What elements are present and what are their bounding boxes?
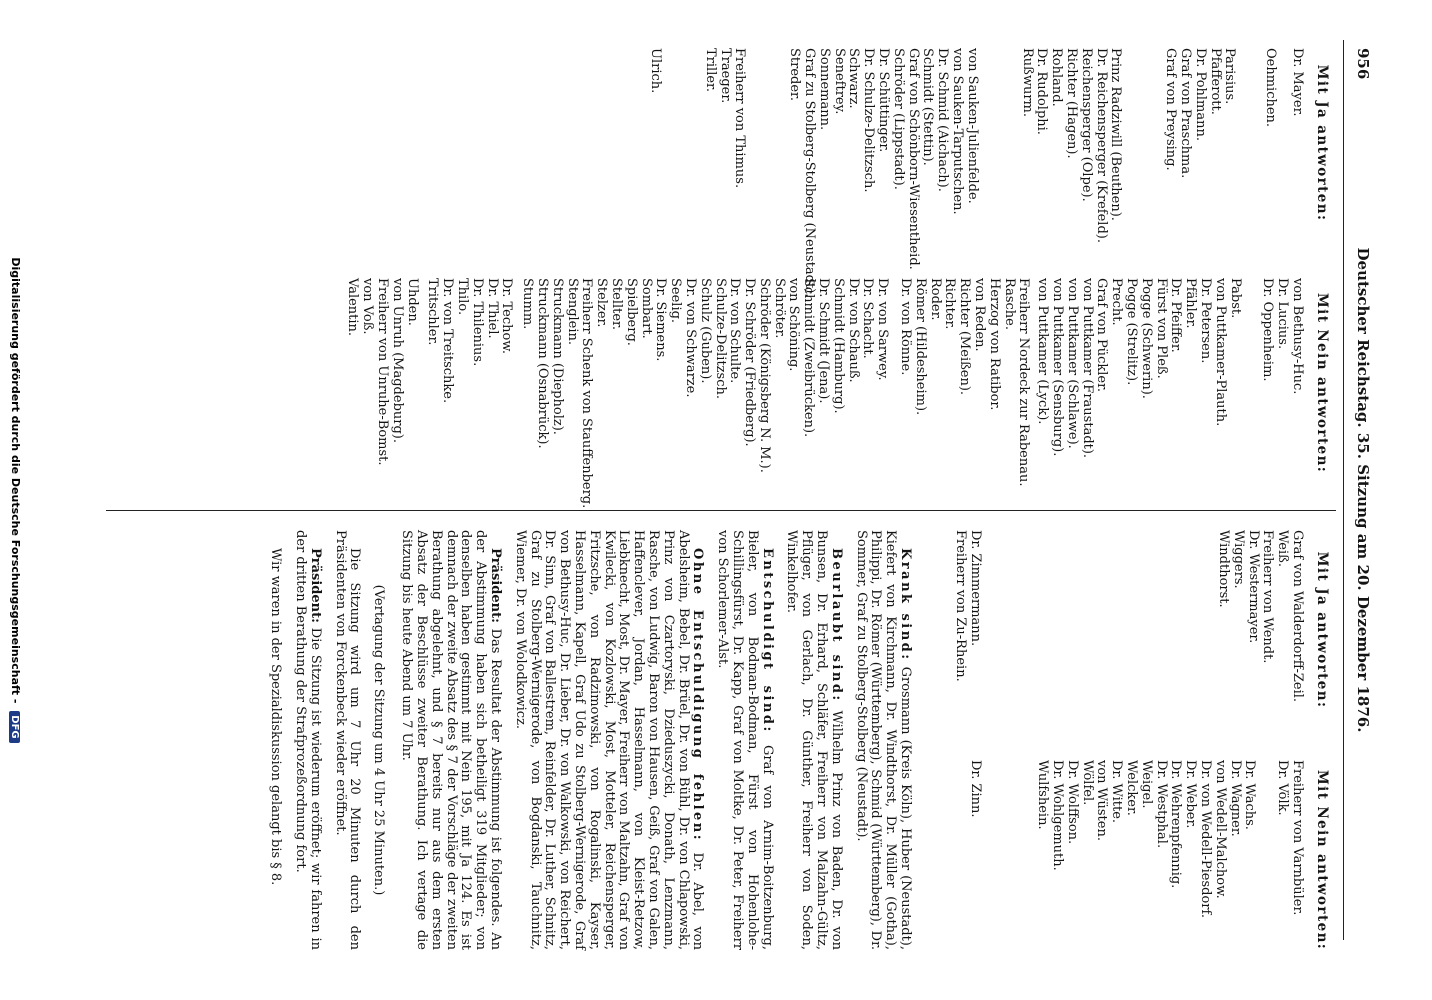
excused-label: Entschuldigt sind: [759, 548, 775, 734]
member-name: Freiherr Nordeck zur Rabenau. [1016, 278, 1032, 487]
member-name: Schmidt (Hamburg). [830, 278, 846, 414]
member-name: Struckmann (Osnabrück). [534, 278, 550, 449]
member-name: Schröter. [771, 278, 787, 339]
col2-name-list [897, 278, 1030, 488]
member-name: Freiherr von Unruhe-Bomst. [374, 278, 390, 466]
col4-name-list [1034, 760, 1256, 960]
member-name: Dr. Schröder (Friedberg). [742, 278, 758, 447]
member-name: Dr. Schulze-Delitzsch. [861, 48, 877, 193]
sick-text: Grosmann (Kreis Köln), Huber (Neustadt), Kiefert von Kirchmann, Dr. Windthorst, Dr. Müller (Gotha), Philippi, Dr. Römer (Württemberg), Schmid (Württemberg), Dr. Sommer, Graf zu Stolberg-Stolberg (Neustadt). [853, 530, 913, 951]
credit-text: Digitalisierung gefördert durch die Deutsche Forschungsgemeinschaft - [9, 257, 22, 704]
col2-name-list [425, 278, 514, 488]
member-name: Sombart. [638, 278, 654, 339]
member-name: Pogge (Schwerin). [1138, 278, 1154, 399]
sick-label: Krank sind: [898, 548, 913, 662]
member-name: Dr. Westermayer. [1245, 530, 1261, 644]
member-name: Graf von Pückler. [1094, 278, 1110, 393]
member-name: Freiherr von Varnbüler. [1290, 760, 1305, 916]
member-name: Dr. Wolffson. [1064, 760, 1080, 845]
page-title [1354, 40, 1372, 940]
president-result-text: Das Resultat der Abstimmung ist folgendes. An der Abstimmung haben sich betheiligt 319 Mitglieder; von denselben haben gestimmt mit Nein 195, mit Ja 124. Es ist demnach der zweite Absatz des § 7 der Vorschläge der zweiten Berathung abgelehnt, und § 7 bereits nur aus dem ersten Absatz der Beschlüsse zweiter Berathung. Ich vertage die Sitzung bis heute Abend um 7 Uhr. [399, 530, 504, 950]
leave-label: Beurlaubt sind: [828, 548, 844, 703]
member-name: Dr. Schacht. [860, 278, 876, 359]
column-1 [647, 48, 1330, 298]
president-label: Präsident: [488, 548, 504, 623]
president-label-2: Präsident: [307, 548, 323, 623]
member-name: Richter. [942, 278, 958, 330]
continuation-paragraph: Wir waren in der Spezialdiskussion gelangt bis § 8. [268, 548, 284, 886]
column-4 [1034, 760, 1330, 960]
member-name: von Sauken-Tarputschen. [950, 48, 966, 215]
column-4-lower [967, 760, 982, 960]
absent-text: Dr. Abel, von Abelsheim, Bebel, Dr. Brüel, Dr. von Bühl, Dr. von Chlapowski, Prinz von Czartoryski, Dzieduszycki, Donath, Lenzmann, Rasche, von Ludwig, Baron von Hausen, Geiß, Graf von Galen, Haffenclever, Jordan, Hasselmann, von Kleist-Retzow, Liebknecht, Most, Dr. Mayer, Freiherr von Maltzahn, Graf von Kwilecki, von Kozlowski, Most, Motteler, Reichensperger, Fritzsche, von Radzimowski, von Rogalinski, Kayser, Hasselmann, Kapell, Graf Udo zu Stolberg-Wernigerode, Graf von Bethusy-Huc, Dr. Lieber, Dr. von Walkowski, von Reichert, Dr. Sinn, Graf von Ballestrem, Reinfelder, Dr. Luther, Schnitz, Graf zu Stolberg-Wernigerode, von Bogdanski, Tauchnitz, Wiemer, Dr. von Wolodkowicz. [512, 530, 706, 950]
member-name: Dr. Weber. [1183, 760, 1199, 829]
member-name: Dr. Zimmermann. [968, 530, 983, 647]
member-name: Valentin. [345, 278, 361, 337]
excused-text: Graf von Arnim-Boitzenburg, Bieler, von Bodman-Bodman, Fürst von Hohenlohe-Schillingsfürst, Dr. Kapp, Graf von Moltke, Dr. Peter, Freiherr von Schorlemer-Alst. [715, 530, 775, 950]
member-name: Parisius. [1222, 48, 1238, 105]
col3-name-list [952, 530, 982, 730]
leave-text: Wilhelm Prinz von Baden, Dr. von Bunsen, Dr. Erhard, Schläfer, Freiherr von Malzahn-Gültz, Pflüger, von Gerlach, Dr. Günther, Freiherr von Soden, Winkelhofer. [784, 530, 844, 950]
member-name: Schulz (Guben). [697, 278, 713, 384]
member-name: Dr. Pfeiffer. [1168, 278, 1184, 353]
member-name: Dr. Siemens. [653, 278, 669, 362]
member-name: Uhden. [404, 278, 420, 326]
member-name: von Wüsten. [1094, 760, 1110, 841]
member-name: von Schöning. [786, 278, 802, 372]
col1-name-list [702, 48, 746, 238]
excused-paragraph [714, 530, 773, 950]
proceedings-text [268, 530, 922, 950]
member-name: Dr. Witte. [1109, 760, 1125, 824]
member-name: Freiherr von Zu-Rhein. [953, 530, 969, 682]
member-name: Richter (Hagen). [1064, 48, 1080, 159]
member-name: Windthorst. [1216, 530, 1232, 608]
col3-name-list [1215, 530, 1304, 730]
member-name: Freiherr von Thimus. [732, 48, 748, 189]
member-name: Dr. Pohlmann. [1192, 48, 1208, 142]
member-name: von Sauken-Julienfelde. [964, 48, 980, 204]
member-name: Rohland. [1049, 48, 1065, 107]
member-name: Dr. Reichensperger (Krefeld). [1093, 48, 1109, 243]
member-name: Schmidt (Zweibrücken). [801, 278, 817, 438]
member-name: Streder. [787, 48, 803, 101]
col1-name-list [647, 48, 662, 238]
member-name: Dr. Wachs. [1242, 760, 1258, 830]
member-name: von Wedell-Malchow. [1212, 760, 1228, 899]
member-name: Wiggers. [1230, 530, 1246, 589]
member-name: Thilo. [454, 278, 470, 316]
adjournment-note: (Vertagung der Sitzung um 4 Uhr 25 Minuten.) [371, 584, 387, 896]
member-name: Dr. von Schauß. [845, 278, 861, 383]
col1-lead-name-2: Oehmichen. [1263, 48, 1279, 128]
member-name: Rußwurm. [1019, 48, 1035, 118]
col1-lead-name: Dr. Mayer. [1290, 48, 1305, 117]
col1-yes-heading: Mit Ja antworten: [1314, 64, 1330, 222]
member-name: von Puttkamer (Lyck). [1035, 278, 1051, 425]
member-name: von Puttkamer (Fraustadt). [1079, 278, 1095, 459]
member-name: Stellter. [608, 278, 624, 330]
president-result-paragraph [399, 530, 503, 950]
member-name: Roder. [927, 278, 943, 321]
member-name: Schröder (Königsberg N. M.). [756, 278, 772, 473]
member-name: Triller. [702, 48, 718, 92]
col3-yes-heading: Mit Ja antworten: [1314, 551, 1330, 709]
member-name: Dr. Oppenheim. [1260, 278, 1276, 382]
president-reopen-text: Die Sitzung ist wiederum eröffnet; wir fahren in der dritten Berathung der Strafprozeßordnung fort. [293, 530, 323, 950]
col2-no-heading: Mit Nein antworten: [1314, 292, 1330, 474]
member-name: Traeger. [717, 48, 733, 104]
member-name: Schröder (Lippstadt). [890, 48, 906, 190]
member-name: Graf von Schönborn-Wiesentheid. [905, 48, 921, 270]
member-name: Dr. Wehrenpfennig. [1168, 760, 1184, 889]
member-name: von Puttkamer-Plauth. [1212, 278, 1228, 427]
member-name: Pfähler. [1183, 278, 1199, 329]
member-name: Dr. Techow. [499, 278, 515, 355]
page-number: 956 [1354, 48, 1372, 80]
member-name: Seneftrey. [831, 48, 847, 115]
col2-name-list [345, 278, 419, 488]
member-name: Schwarz. [846, 48, 862, 109]
member-name: Freiherr Schenk von Stauffenberg. [579, 278, 595, 509]
member-name: Römer (Hildesheim). [912, 278, 928, 416]
col1-name-list [1162, 48, 1236, 238]
sick-paragraph [853, 530, 912, 950]
member-name: Welcker. [1124, 760, 1140, 816]
digitization-credit [4, 0, 22, 1000]
member-name: von Puttkamer (Sensburg). [1050, 278, 1066, 457]
member-name: von Unruh (Magdeburg). [389, 278, 405, 444]
member-name: Graf zu Stolberg-Stolberg (Neustadt). [802, 48, 818, 298]
column-3 [1215, 530, 1330, 730]
member-name: Dr. Westphal. [1153, 760, 1169, 849]
member-name: Dr. Wagner. [1227, 760, 1243, 837]
absent-label: Ohne Entschuldigung fehlen: [690, 548, 706, 843]
member-name: Graf von Preysing. [1163, 48, 1179, 171]
member-name: Richter (Meißen). [957, 278, 973, 396]
dfg-logo: DFG [9, 711, 20, 742]
member-name: Dr. Thilenius. [469, 278, 485, 367]
member-name: Dr. Schmidt (Jena). [816, 278, 832, 404]
member-name: Weigel. [1138, 760, 1154, 809]
member-name: Dr. Thiel. [484, 278, 500, 339]
member-name: Schulze-Delitzsch. [712, 278, 728, 399]
member-name: Seelig. [668, 278, 684, 324]
member-name: Schmidt (Stettin). [920, 48, 936, 166]
president-reopen-paragraph [292, 530, 322, 950]
col1-name-list [1019, 48, 1124, 243]
member-name: Tritschler. [425, 278, 441, 346]
member-name: Precht. [1109, 278, 1125, 326]
col4-name-list [1274, 760, 1304, 960]
member-name: Sonnemann. [816, 48, 832, 131]
publication-title: Deutscher Reichstag. [1354, 247, 1372, 428]
member-name: Dr. von Wedell-Piesdorf. [1198, 760, 1214, 918]
column-divider [106, 510, 1336, 511]
member-name: Dr. von Rönne. [898, 278, 914, 376]
member-name: Reichensperger (Olpe). [1078, 48, 1094, 202]
member-name: Stelzer. [594, 278, 610, 328]
member-name: Pogge (Strelitz). [1124, 278, 1140, 386]
header-rule [1343, 40, 1344, 940]
member-name: Stenglein. [564, 278, 580, 346]
member-name: Stumm. [520, 278, 536, 330]
col1-name-list [786, 48, 980, 298]
member-name: Graf von Walderdorff-Zeil. [1290, 530, 1305, 703]
member-name: Dr. Petersen. [1198, 278, 1214, 364]
member-name: Pfafferott. [1207, 48, 1223, 115]
member-name: Wulfshein. [1035, 760, 1051, 830]
member-name: Dr. von Sarwey. [875, 278, 891, 381]
leave-paragraph [784, 530, 843, 950]
col4-no-heading: Mit Nein antworten: [1314, 769, 1330, 951]
member-name: Dr. Lucius. [1275, 278, 1291, 350]
member-name: Dr. Völk. [1275, 760, 1291, 816]
member-name: Graf von Praschma. [1178, 48, 1194, 179]
member-name: Dr. Rudolphi. [1034, 48, 1050, 135]
member-name: Dr. Zinn. [968, 760, 983, 818]
column-3-lower [952, 530, 982, 730]
member-name: Dr. Schmid (Aichach). [935, 48, 951, 192]
member-name: Rasche. [1001, 278, 1017, 330]
member-name: Spielberg. [623, 278, 639, 346]
col4-name-list [967, 760, 982, 960]
member-name: von Bethusy-Huc. [1290, 278, 1305, 395]
member-name: von Reden. [972, 278, 988, 352]
reopening-paragraph: Die Sitzung wird um 7 Uhr 20 Minuten durch den Präsidenten von Forckenbeck wieder eröffnet. [332, 530, 363, 950]
member-name: Wölfel. [1079, 760, 1095, 806]
member-name: Freiherr von Wendt. [1260, 530, 1276, 664]
member-name: Dr. von Schulte. [727, 278, 743, 384]
page-header [1348, 40, 1372, 940]
member-name: Dr. von Schwarze. [682, 278, 698, 398]
member-name: Dr. Wohlgemuth. [1050, 760, 1066, 871]
member-name: von Puttkamer (Schlawe). [1064, 278, 1080, 449]
member-name: Prinz Radziwill (Beuthen). [1108, 48, 1124, 221]
member-name: Struckmann (Diepholz). [549, 278, 565, 435]
col2-name-list [519, 278, 891, 509]
absent-paragraph [512, 530, 704, 950]
session-title: 35. Sitzung am 20. Dezember 1876. [1354, 432, 1372, 733]
col2-name-list [1034, 278, 1241, 488]
col2-name-list [1260, 278, 1304, 488]
column-2 [345, 278, 1330, 509]
member-name: Ulrich. [648, 48, 664, 94]
member-name: Dr. von Treitschke. [440, 278, 456, 404]
member-name: von Voß. [360, 278, 376, 335]
member-name: Dr. Schüttinger. [876, 48, 892, 153]
member-name: Herzog von Ratibor. [986, 278, 1002, 411]
member-name: Fürst von Pleß. [1153, 278, 1169, 379]
member-name: Pabst. [1227, 278, 1243, 319]
member-name: Weiß. [1275, 530, 1291, 567]
